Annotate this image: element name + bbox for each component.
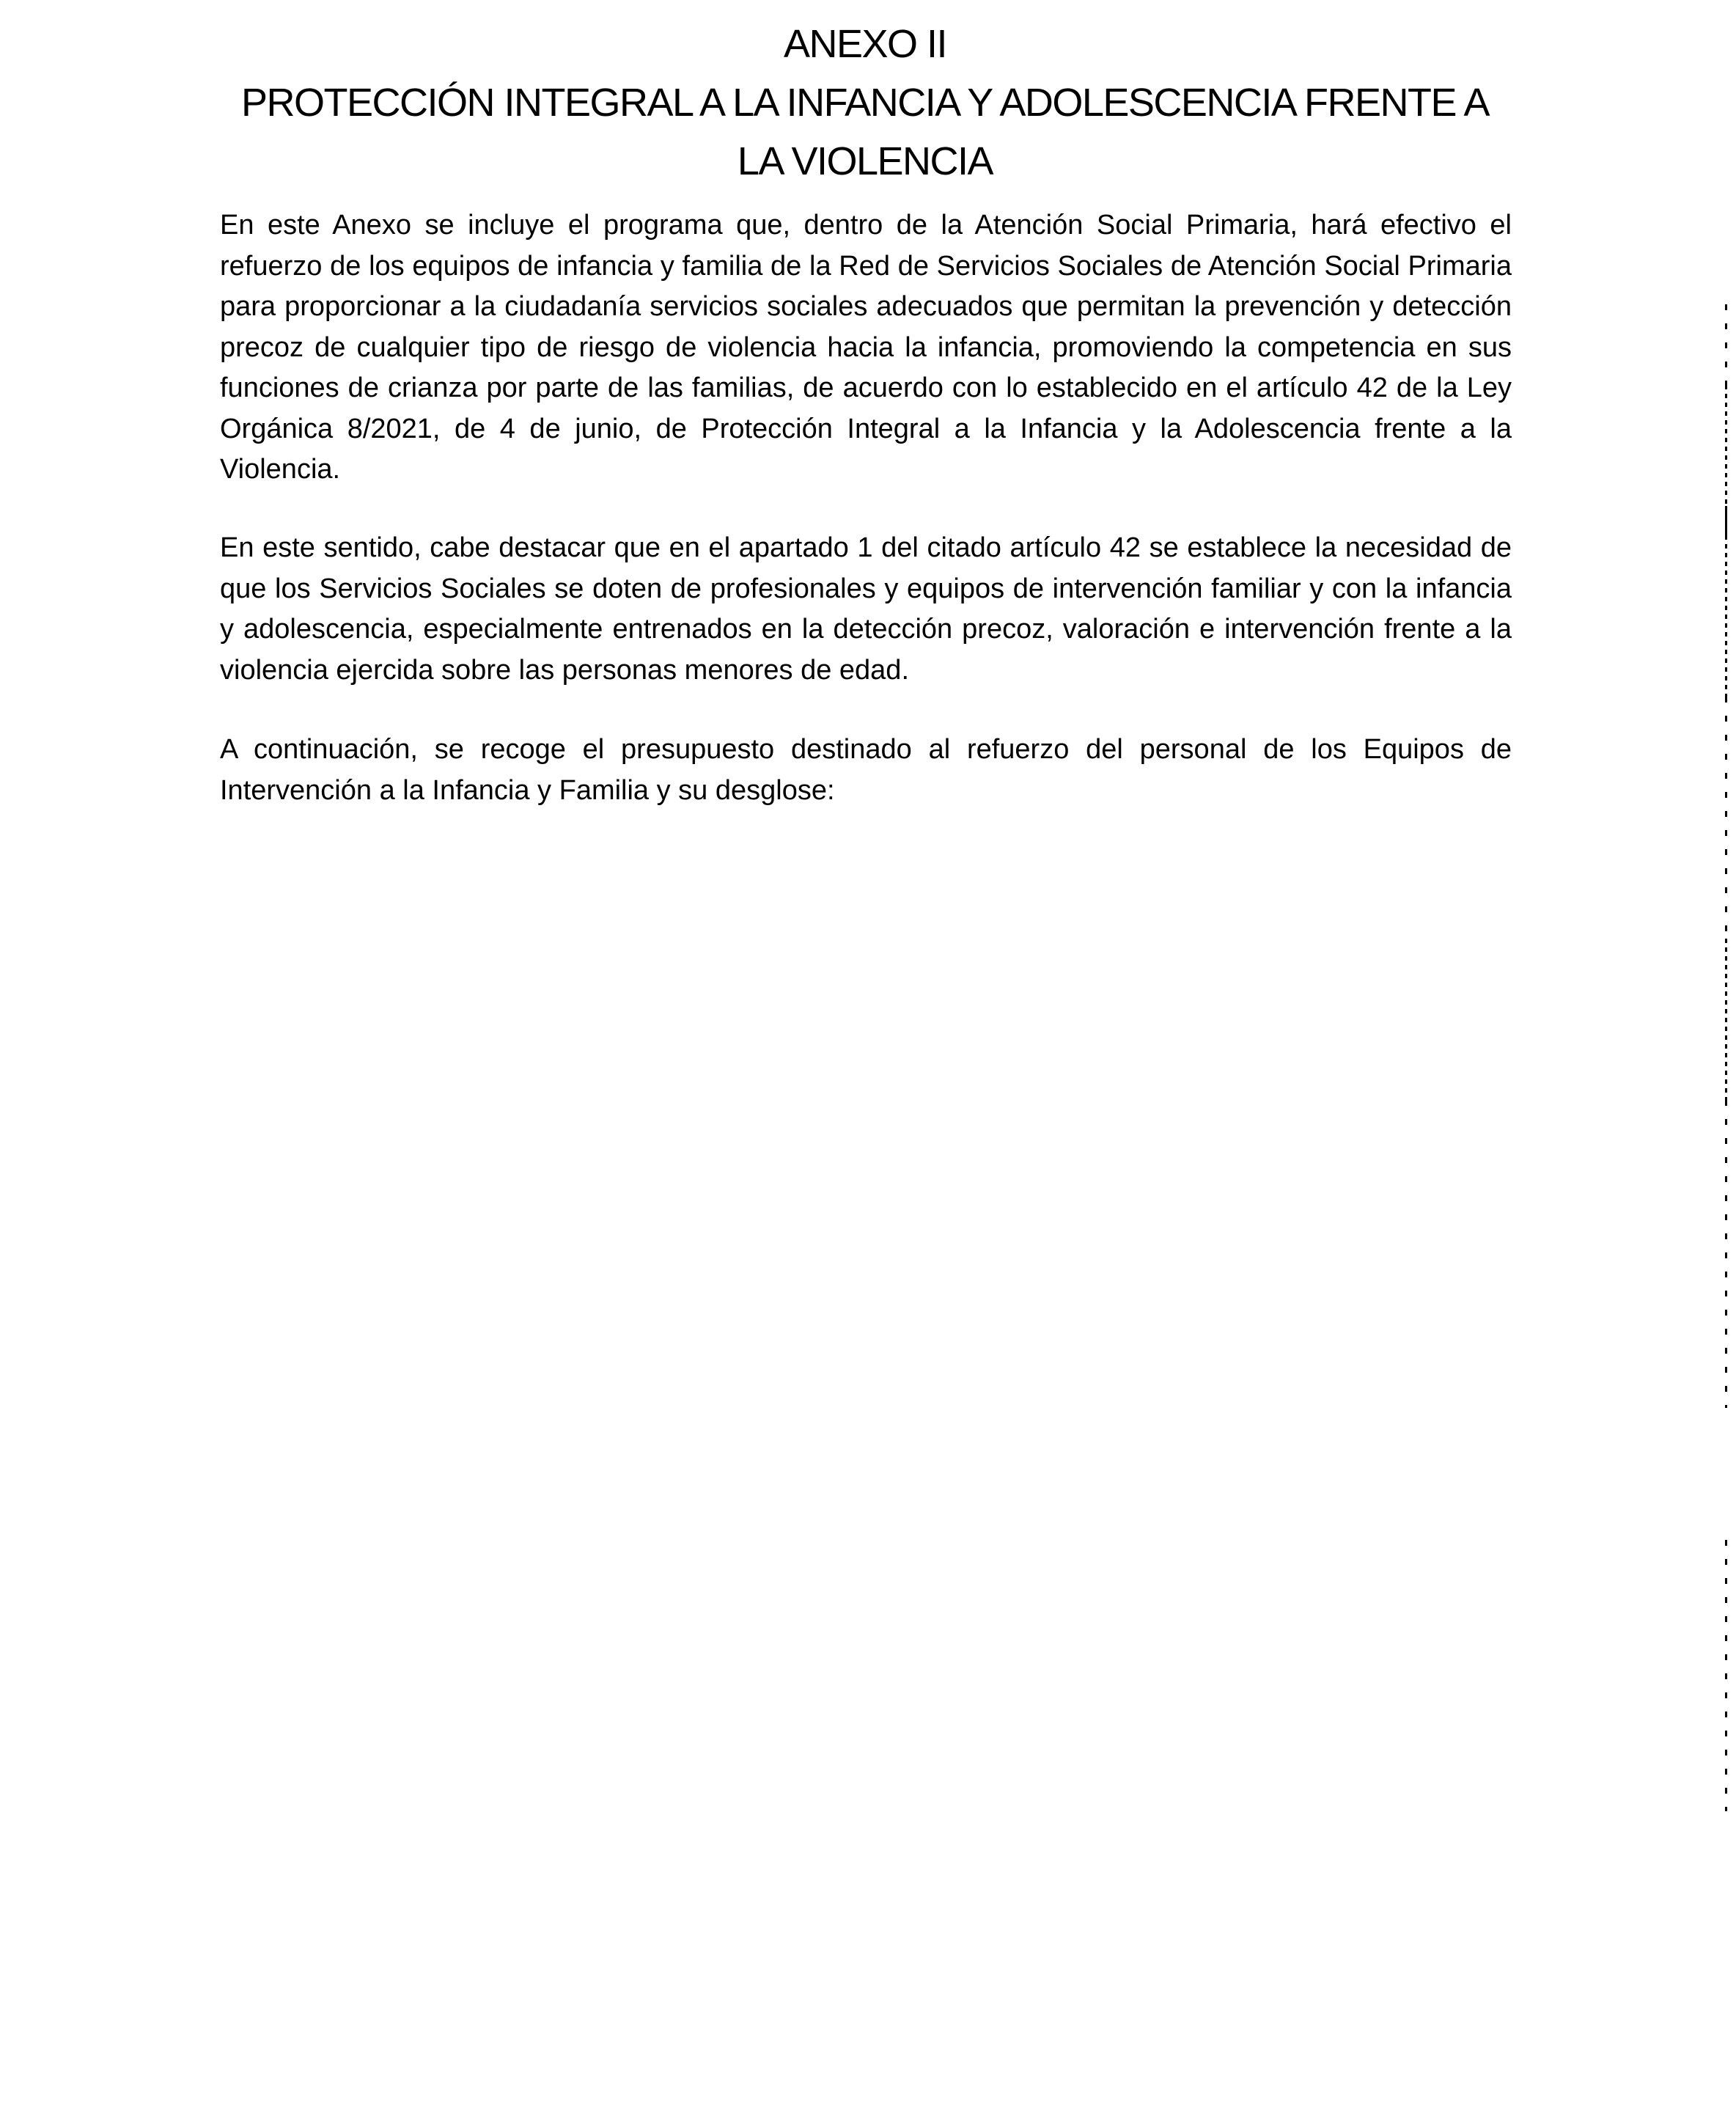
title-line-main: PROTECCIÓN INTEGRAL A LA INFANCIA Y ADOLESCENCIA FRENTE A xyxy=(240,81,1490,125)
scan-edge-mark xyxy=(1725,939,1727,1100)
paragraph-article-42: En este sentido, cabe destacar que en el apartado 1 del citado artículo 42 se establece la necesidad de que los Servicios Sociales se doten de profesionales y equipos de intervención familiar y con la infancia y adolescencia, especialmente entrenados en la detección precoz, valoración e intervención frente a la violencia ejercida sobre las personas menores de edad. xyxy=(220,532,1512,686)
title-line-continuation: LA VIOLENCIA xyxy=(737,139,993,183)
title-line-annex: ANEXO II xyxy=(783,22,947,66)
scan-edge-mark xyxy=(1725,304,1727,385)
scan-edge-mark xyxy=(1725,1540,1727,1811)
scan-edge-mark xyxy=(1725,506,1727,535)
scan-edge-mark xyxy=(1725,1100,1727,1408)
paragraph-intro: En este Anexo se incluye el programa que, dentro de la Atención Social Primaria, hará efectivo el refuerzo de los equipos de infancia y familia de la Red de Servicios Sociales de Atención Social Primaria para proporcionar a la ciudadanía servicios sociales adecuados que permitan la prevención y detección precoz de cualquier tipo de riesgo de violencia hacia la infancia, promoviendo la competencia en sus funciones de crianza por parte de las familias, de acuerdo con lo establecido en el artículo 42 de la Ley Orgánica 8/2021, de 4 de junio, de Protección Integral a la Infancia y la Adolescencia frente a la Violencia. xyxy=(220,210,1512,485)
scan-edge-mark xyxy=(1725,385,1727,506)
scan-edge-mark xyxy=(1725,697,1727,939)
scan-edge-mark xyxy=(1725,535,1727,697)
paragraph-budget-intro: A continuación, se recoge el presupuesto destinado al refuerzo del personal de los Equipos de Intervención a la Infancia y Familia y su desglose: xyxy=(220,734,1512,806)
document-title xyxy=(220,15,1510,191)
